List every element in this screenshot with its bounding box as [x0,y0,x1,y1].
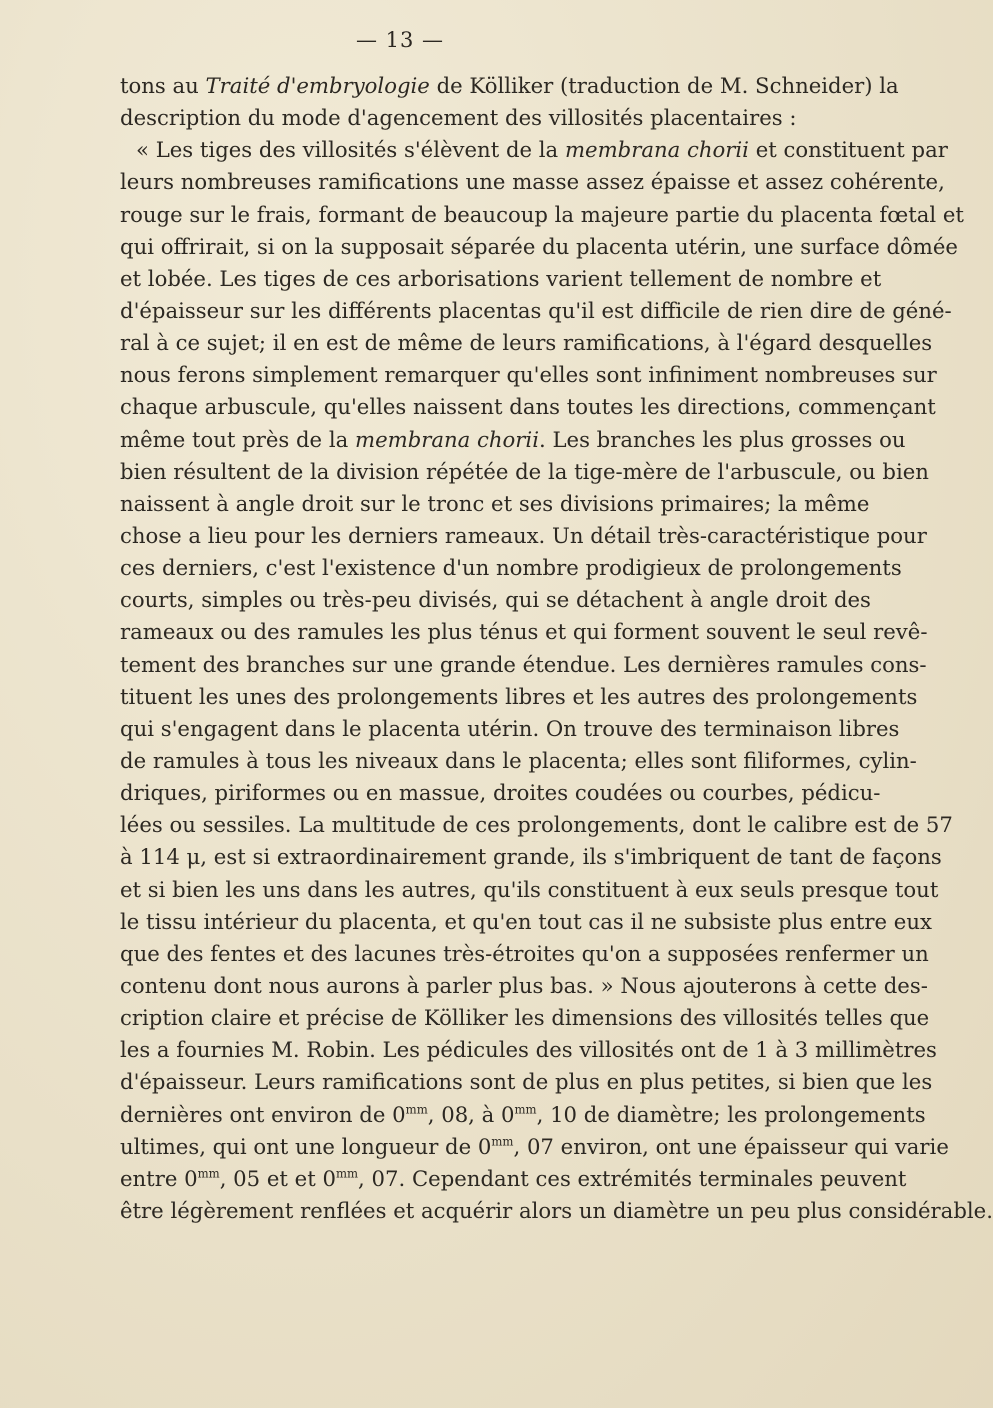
text-run: de Kölliker (traduction de M. Schneider) la [429,73,899,98]
text-line [120,1195,993,1227]
unit-superscript: mm [491,1133,514,1148]
text-line [120,938,929,970]
text-run: rouge sur le frais, formant de beaucoup la majeure partie du placenta fœtal et [120,201,964,227]
text-run: qui s'engagent dans le placenta utérin. On trouve des terminaison libres [120,715,900,741]
text-line [120,166,945,198]
text-line [120,777,881,809]
text-run: , 05 et et 0 [219,1165,336,1191]
italic-title: membrana chorii [564,137,749,163]
text-run: naissent à angle droit sur le tronc et ses divisions primaires; la même [120,490,870,516]
text-run: nous ferons simplement remarquer qu'elles sont infiniment nombreuses sur [120,362,937,388]
text-line [120,809,953,841]
text-line [120,713,900,745]
text-line [120,134,948,166]
unit-superscript: mm [197,1166,220,1181]
page-number: — 13 — [355,28,445,52]
text-run: ral à ce sujet; il en est de même de leurs ramifications, à l'égard desquelles [120,330,933,356]
text-run: de ramules à tous les niveaux dans le placenta; elles sont filiformes, cylin- [120,747,917,773]
unit-superscript: mm [335,1166,359,1181]
text-run: d'épaisseur sur les différents placentas qu'il est difficile de rien dire de géné- [120,297,952,323]
text-line [120,424,906,456]
text-line [120,231,958,263]
text-line [120,552,902,584]
text-run: les a fournies M. Robin. Les pédicules des villosités ont de 1 à 3 millimètres [120,1037,937,1063]
text-run: , 07. Cependant ces extrémités terminales peuvent [358,1165,907,1191]
text-run: cription claire et précise de Kölliker les dimensions des villosités telles que [120,1005,930,1031]
text-run: , 10 de diamètre; les prolongements [536,1101,926,1127]
text-run: courts, simples ou très-peu divisés, qui se détachent à angle droit des [120,587,871,613]
text-line [120,1034,937,1066]
text-run: rameaux ou des ramules les plus ténus et qui forment souvent le seul revê- [120,619,928,645]
text-line [120,70,899,102]
text-run: « Les tiges des villosités s'élèvent de la [136,137,565,163]
text-run: contenu dont nous aurons à parler plus bas. » Nous ajouterons à cette des- [120,972,928,998]
text-run: tement des branches sur une grande étendue. Les dernières ramules cons- [120,651,927,677]
text-line [120,263,882,295]
text-run: . Les branches les plus grosses ou [539,426,906,452]
text-line [120,359,937,391]
text-line [120,681,918,713]
text-line [120,295,952,327]
text-line [120,1066,933,1098]
text-run: leurs nombreuses ramifications une masse assez épaisse et assez cohérente, [120,169,945,195]
text-run: description du mode d'agencement des villosités placentaires : [120,105,797,131]
text-line [120,199,964,231]
text-line [120,488,870,520]
text-line [120,906,932,938]
italic-title: Traité d'embryologie [205,73,430,98]
text-line [120,649,927,681]
text-run: d'épaisseur. Leurs ramifications sont de plus en plus petites, si bien que les [120,1069,933,1095]
text-run: même tout près de la [120,426,355,452]
text-run: et si bien les uns dans les autres, qu'ils constituent à eux seuls presque tout [120,876,939,902]
text-run: chose a lieu pour les derniers rameaux. Un détail très-caractéristique pour [120,522,927,548]
text-run: driques, piriformes ou en massue, droites coudées ou courbes, pédicu- [120,780,881,806]
text-run: lées ou sessiles. La multitude de ces prolongements, dont le calibre est de 57 [120,812,953,838]
text-line [120,102,797,134]
text-run: à 114 μ, est si extraordinairement grande, ils s'imbriquent de tant de façons [120,844,942,870]
body-text [120,70,993,1227]
text-line [120,391,936,423]
text-line [120,1163,907,1195]
text-line [120,616,928,648]
text-run: , 08, à 0 [427,1101,515,1127]
text-run: et constituent par [748,137,948,163]
text-run: bien résultent de la division répétée de la tige-mère de l'arbuscule, ou bien [120,458,929,484]
italic-title: membrana chorii [354,426,539,452]
text-line [120,1131,949,1163]
text-line [120,584,871,616]
text-run: tituent les unes des prolongements libres et les autres des prolongements [120,683,918,709]
text-line [120,520,927,552]
text-run: le tissu intérieur du placenta, et qu'en tout cas il ne subsiste plus entre eux [120,908,932,934]
unit-superscript: mm [514,1101,537,1116]
text-line [120,1002,930,1034]
text-run: ces derniers, c'est l'existence d'un nombre prodigieux de prolongements [120,555,902,581]
text-run: chaque arbuscule, qu'elles naissent dans toutes les directions, commençant [120,394,936,420]
text-run: ultimes, qui ont une longueur de 0 [120,1133,492,1159]
unit-superscript: mm [405,1101,428,1116]
text-line [120,745,917,777]
text-run: tons au [120,73,206,98]
text-run: qui offrirait, si on la supposait séparée du placenta utérin, une surface dômée [120,233,958,259]
text-line [120,456,929,488]
text-line [120,970,928,1002]
text-run: dernières ont environ de 0 [120,1101,406,1127]
text-line [120,1099,926,1131]
text-line [120,841,942,873]
text-run: être légèrement renflées et acquérir alors un diamètre un peu plus considérable. [120,1197,993,1223]
text-line [120,874,939,906]
text-run: , 07 environ, ont une épaisseur qui varie [513,1133,949,1159]
text-run: et lobée. Les tiges de ces arborisations varient tellement de nombre et [120,265,882,291]
text-run: entre 0 [120,1165,198,1191]
text-line [120,327,933,359]
text-run: que des fentes et des lacunes très-étroites qu'on a supposées renfermer un [120,940,929,966]
